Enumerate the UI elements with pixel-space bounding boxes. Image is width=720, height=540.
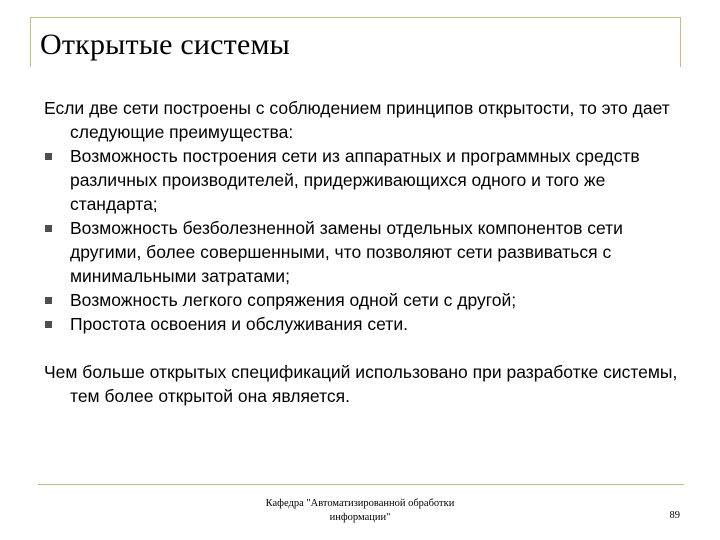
list-item-text: Возможность построения сети из аппаратных и программных средств различных производителей, придерживающихся одного и того же стандарта; <box>70 146 640 214</box>
slide-body <box>44 96 684 408</box>
square-bullet-icon <box>45 321 52 328</box>
list-item <box>44 288 684 312</box>
title-frame-top-line <box>30 17 680 18</box>
square-bullet-icon <box>45 225 52 232</box>
title-frame-right-line <box>680 17 681 67</box>
list-item <box>44 216 684 288</box>
list-item <box>44 144 684 216</box>
title-frame-left-line <box>30 17 31 67</box>
conclusion-paragraph: Чем больше открытых спецификаций использовано при разработке системы, тем более открытой она является. <box>44 362 678 406</box>
footer-department-line2: информации" <box>329 512 391 523</box>
slide-title: Открытые системы <box>40 28 291 61</box>
list-item-text: Возможность безболезненной замены отдельных компонентов сети другими, более совершенными, что позволяют сети развиваться с минимальными затратами; <box>70 218 623 286</box>
square-bullet-icon <box>45 297 52 304</box>
footer-divider <box>38 484 684 485</box>
square-bullet-icon <box>45 153 52 160</box>
advantages-list <box>44 144 684 336</box>
page-number: 89 <box>669 510 680 521</box>
list-item-text: Простота освоения и обслуживания сети. <box>70 314 408 334</box>
paragraph-spacer <box>44 336 684 360</box>
footer-department-line1: Кафедра "Автоматизированной обработки <box>265 498 455 509</box>
list-item-text: Возможность легкого сопряжения одной сети с другой; <box>70 290 517 310</box>
footer-department <box>210 497 510 525</box>
intro-paragraph: Если две сети построены с соблюдением принципов открытости, то это дает следующие преимущества: <box>44 98 670 142</box>
list-item <box>44 312 684 336</box>
